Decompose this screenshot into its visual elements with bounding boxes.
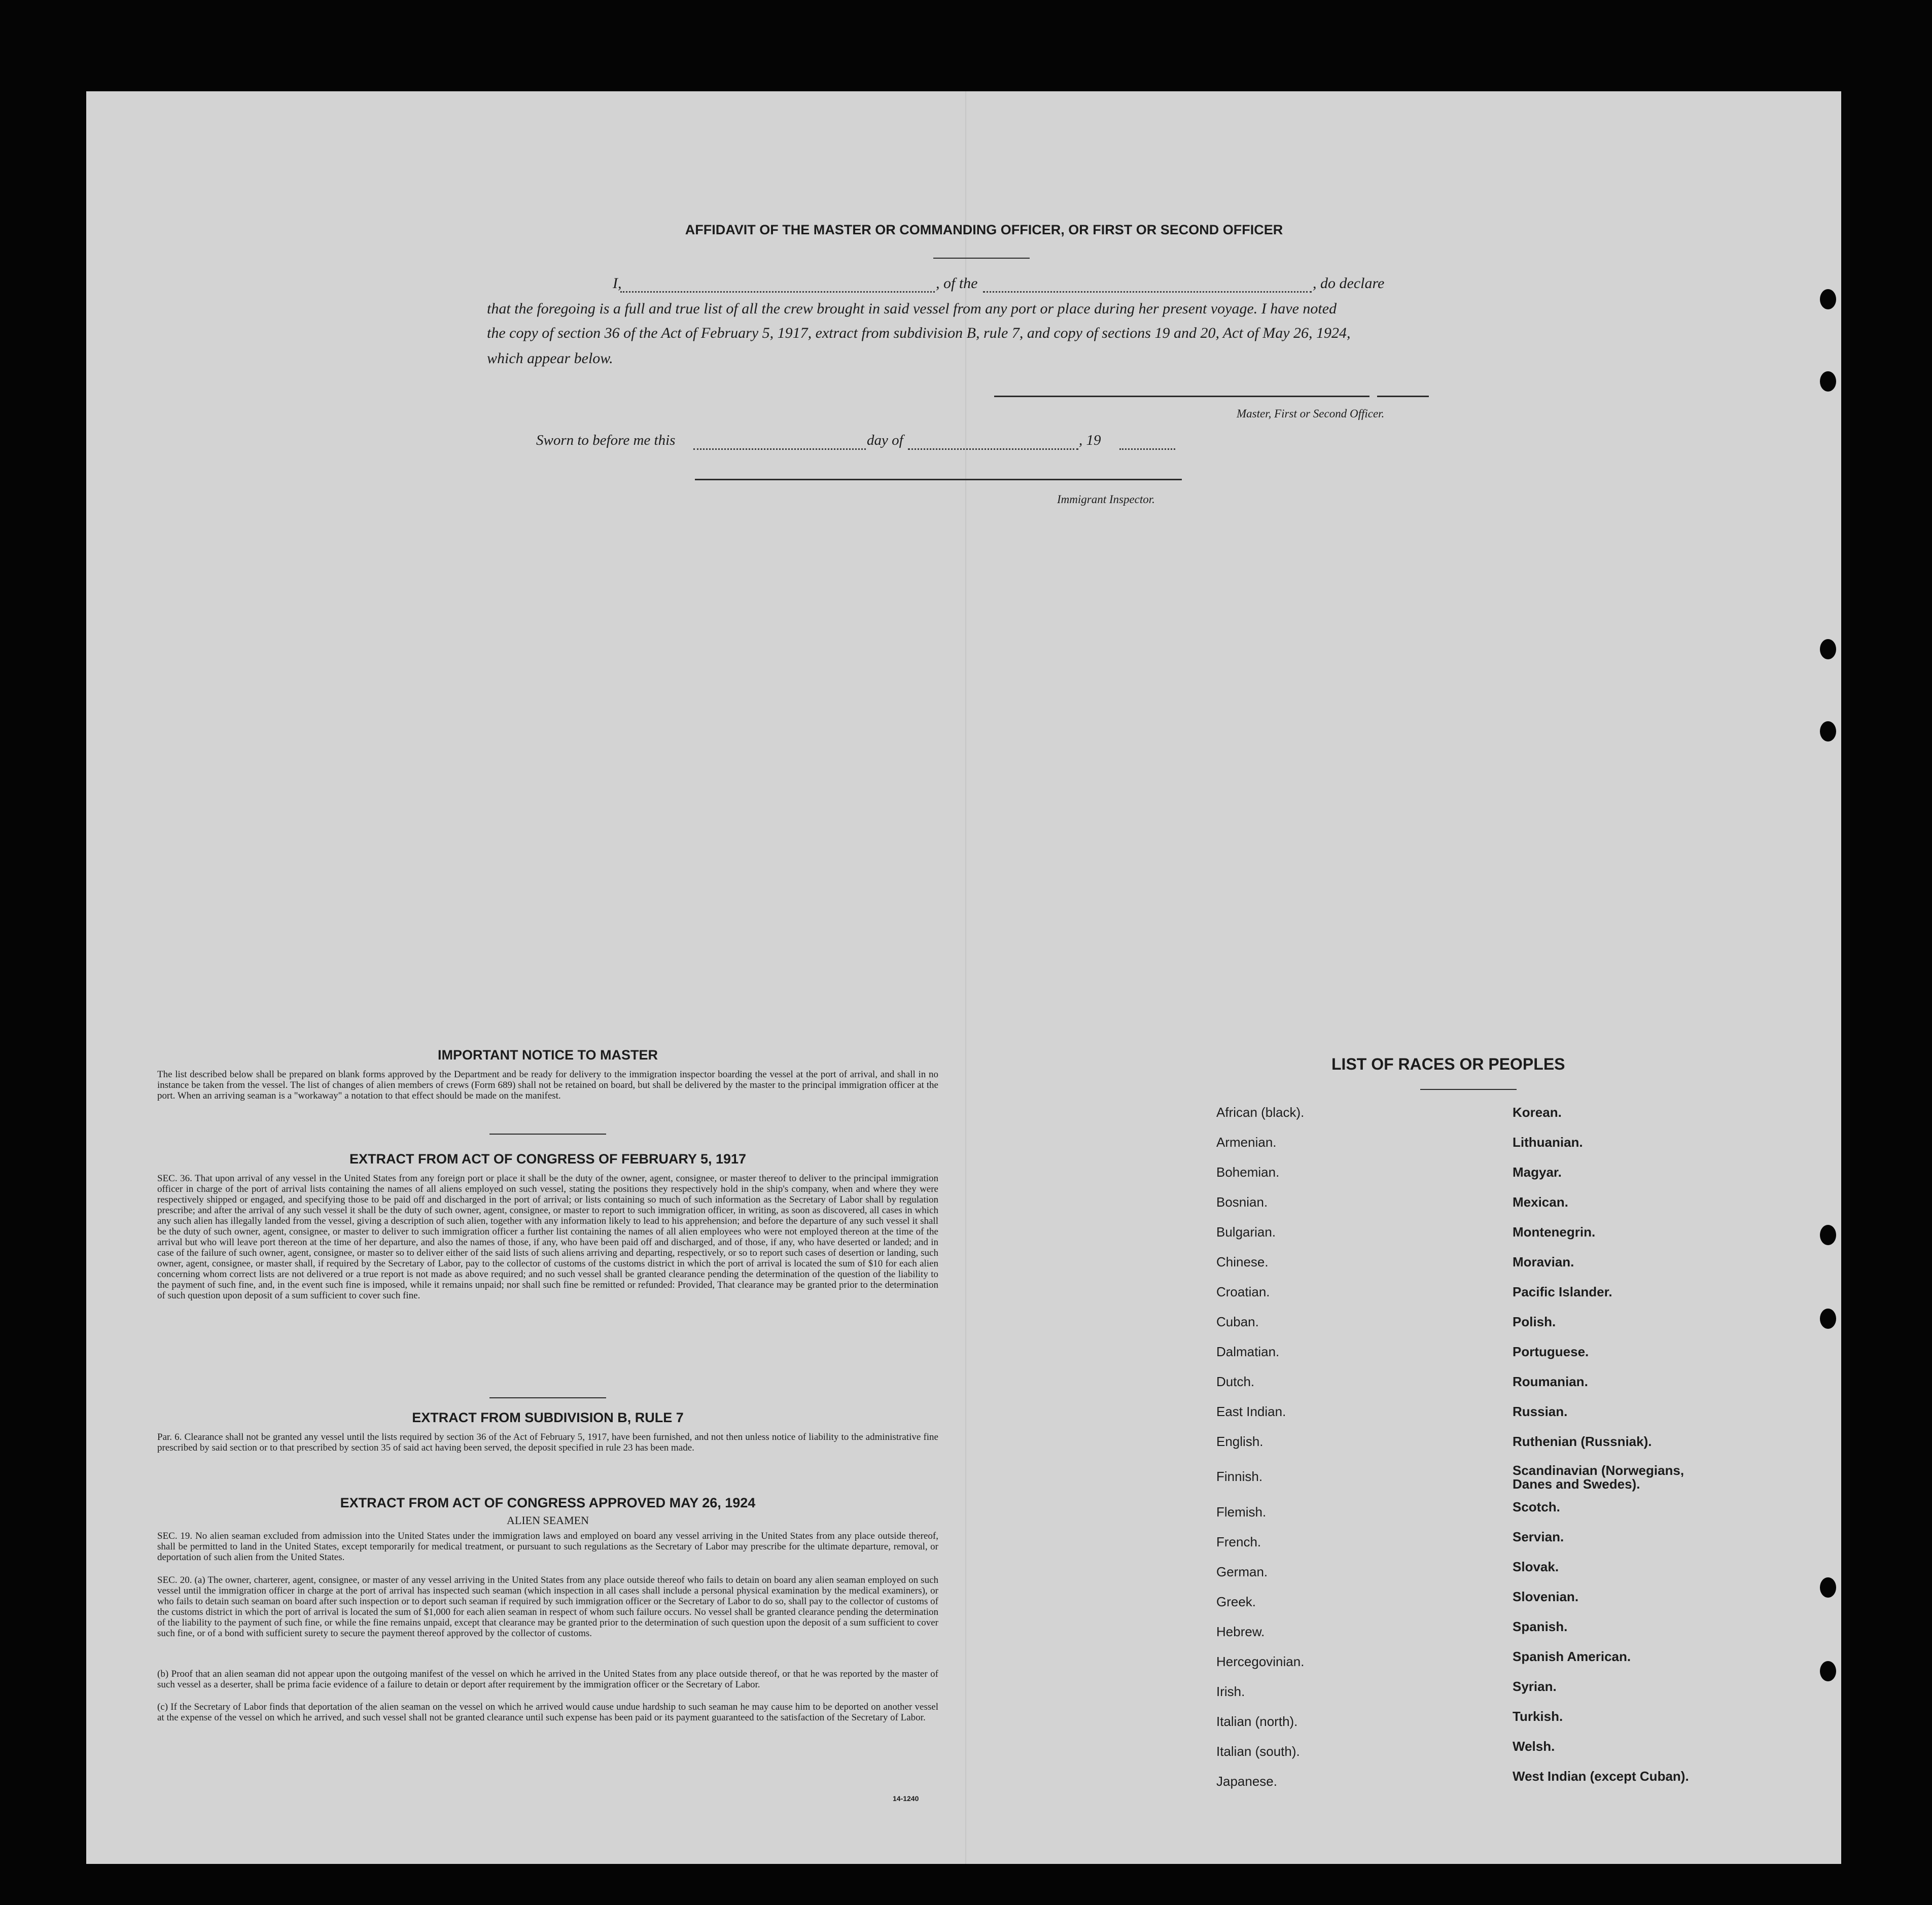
race-item: Magyar. xyxy=(1513,1165,1562,1180)
affidavit-line-1: I, , of the , do declare xyxy=(613,275,1385,292)
race-item: Hebrew. xyxy=(1216,1624,1265,1639)
name-blank[interactable] xyxy=(620,279,935,293)
race-item: Turkish. xyxy=(1513,1709,1563,1724)
punch-hole xyxy=(1820,639,1836,659)
extract-1924-subtitle: ALIEN SEAMEN xyxy=(507,1514,589,1527)
fold-crease xyxy=(965,91,966,1864)
extract-1917-title: EXTRACT FROM ACT OF CONGRESS OF FEBRUARY 5, 1917 xyxy=(349,1151,747,1167)
race-item: Dutch. xyxy=(1216,1374,1255,1389)
race-item: German. xyxy=(1216,1564,1268,1579)
race-item: English. xyxy=(1216,1434,1263,1449)
notice-title: IMPORTANT NOTICE TO MASTER xyxy=(438,1047,658,1063)
race-item: Bosnian. xyxy=(1216,1194,1268,1210)
signature-label: Master, First or Second Officer. xyxy=(1237,407,1385,420)
affidavit-line-3: the copy of section 36 of the Act of February 5, 1917, extract from subdivision B, rule 7, and copy of sections 19 and 20, Act of May 26, 1924, xyxy=(487,325,1351,341)
form-number: 14-1240 xyxy=(893,1794,919,1803)
races-title: LIST OF RACES OR PEOPLES xyxy=(1331,1055,1565,1073)
punch-hole xyxy=(1820,1577,1836,1598)
races-left-column xyxy=(1216,1105,1480,1804)
race-item: Welsh. xyxy=(1513,1739,1555,1754)
race-item: Italian (north). xyxy=(1216,1714,1298,1729)
race-item: Croatian. xyxy=(1216,1284,1270,1299)
race-item: Polish. xyxy=(1513,1314,1556,1329)
sworn-day-blank[interactable] xyxy=(693,436,866,450)
extract-1924-sec19: SEC. 19. No alien seaman excluded from admission into the United States under the immigration laws and employed on board any vessel arriving in the United States from any place outside thereof, shall be permitted to land in the United States, except temporarily for medical treatment, or pursuant to such regulations as the Secretary of Labor may prescribe for the ultimate departure, removal, or deportation of such alien from the United States. xyxy=(157,1531,938,1563)
race-item: Italian (south). xyxy=(1216,1744,1300,1759)
divider xyxy=(933,258,1030,259)
race-item: Roumanian. xyxy=(1513,1374,1588,1389)
race-item: East Indian. xyxy=(1216,1404,1286,1419)
race-item: Spanish American. xyxy=(1513,1649,1631,1664)
extract-1924-sec20a: SEC. 20. (a) The owner, charterer, agent, consignee, or master of any vessel arriving in the United States from any place outside thereof who fails to detain on board any alien seaman employed on such vessel until the immigration officer in charge at the port of arrival has inspected such seaman (which inspection in all cases shall include a personal physical examination by the medical examiners), or who fails to detain such seaman on board after such inspection or to deport such seaman if required by such immigration officer or the Secretary of Labor to do so, shall pay to the collector of customs of the customs district in which the port of arrival is located the sum of $1,000 for each alien seaman in respect of whom such failure occurs. No vessel shall be granted clearance pending the determination of the liability to the payment of such fine, or while the fine remains unpaid, except that clearance may be granted prior to the determination of such question upon the deposit of a sum sufficient to cover such fine, or of a bond with sufficient surety to secure the payment thereof approved by the collector of customs. xyxy=(157,1575,938,1639)
race-item: Bohemian. xyxy=(1216,1165,1280,1180)
race-item: Slovak. xyxy=(1513,1559,1559,1574)
race-item: Bulgarian. xyxy=(1216,1224,1276,1240)
races-right-column xyxy=(1513,1105,1715,1798)
race-item: Pacific Islander. xyxy=(1513,1284,1612,1299)
race-item: Moravian. xyxy=(1513,1254,1574,1269)
race-item: Cuban. xyxy=(1216,1314,1259,1329)
race-item: Servian. xyxy=(1513,1529,1564,1544)
race-item: Greek. xyxy=(1216,1594,1256,1609)
affidavit-title: AFFIDAVIT OF THE MASTER OR COMMANDING OFFICER, OR FIRST OR SECOND OFFICER xyxy=(685,222,1283,237)
race-item: Scotch. xyxy=(1513,1499,1560,1514)
inspector-label: Immigrant Inspector. xyxy=(1057,493,1155,506)
sworn-month-blank[interactable] xyxy=(908,436,1078,450)
affidavit-line-4: which appear below. xyxy=(487,350,613,367)
document-page xyxy=(86,91,1841,1864)
extract-rule7-title: EXTRACT FROM SUBDIVISION B, RULE 7 xyxy=(412,1410,684,1425)
extract-1917-body: SEC. 36. That upon arrival of any vessel in the United States from any foreign port or place it shall be the duty of the owner, agent, consignee, or master thereof to deliver to the principal immigration officer in charge of the port of arrival lists containing the names of all aliens employed on such vessel, stating the positions they respectively hold in the ship's company, when and where they were respectively shipped or engaged, and specifying those to be paid off and discharged in the port of arrival; or lists containing so much of such information as the Secretary of Labor shall by regulation prescribe; and after the arrival of any such vessel it shall be the duty of such owner, agent, consignee, or master to report to such immigration officer, in writing, as soon as discovered, all cases in which any such alien has illegally landed from the vessel, giving a description of such alien, together with any information likely to lead to his apprehension; and before the departure of any such vessel it shall be the duty of such owner, agent, consignee, or master to deliver to such immigration officer a further list containing the names of all alien employees who were not employed thereon at the time of the arrival but who will leave port thereon at the time of her departure, and also the names of those, if any, who have been paid off and discharged, and of those, if any, who have deserted or landed; and in case of the failure of such owner, agent, consignee, or master so to deliver either of the said lists of such aliens arriving and departing, respectively, or so to report such cases of desertion or landing, such owner, agent, consignee, or master shall, if required by the Secretary of Labor, pay to the collector of customs of the customs district in which the port of arrival is located the sum of $10 for each alien concerning whom correct lists are not delivered or a true report is not made as above required; and no such vessel shall be granted clearance pending the determination of the question of the liability to the payment of such fine, and, in the event such fine is imposed, while it remains unpaid; nor shall such fine be remitted or refunded: Provided, That clearance may be granted prior to the determination of such question upon deposit of a sum sufficient to cover such fine. xyxy=(157,1173,938,1301)
notice-body: The list described below shall be prepared on blank forms approved by the Department and be ready for delivery to the immigration inspector boarding the vessel at the port of arrival, and shall in no instance be taken from the vessel. The list of changes of alien members of crews (Form 689) shall not be retained on board, but shall be delivered by the master to the principal immigration officer at the port. When an arriving seaman is a "workaway" a notation to that effect should be made on the manifest. xyxy=(157,1069,938,1101)
race-item: West Indian (except Cuban). xyxy=(1513,1769,1689,1784)
punch-hole xyxy=(1820,289,1836,309)
race-item: French. xyxy=(1216,1534,1261,1549)
race-item: Japanese. xyxy=(1216,1774,1277,1789)
punch-hole xyxy=(1820,371,1836,392)
punch-hole xyxy=(1820,1225,1836,1245)
signature-line[interactable] xyxy=(994,396,1369,397)
race-item: African (black). xyxy=(1216,1105,1305,1120)
race-item: Irish. xyxy=(1216,1684,1245,1699)
race-item: Slovenian. xyxy=(1513,1589,1579,1604)
race-item: Chinese. xyxy=(1216,1254,1269,1269)
divider xyxy=(489,1134,606,1135)
race-item: Mexican. xyxy=(1513,1194,1568,1210)
race-item: Korean. xyxy=(1513,1105,1562,1120)
punch-hole xyxy=(1820,721,1836,742)
extract-1924-sec20b: (b) Proof that an alien seaman did not appear upon the outgoing manifest of the vessel on which he arrived in the United States from any place outside thereof, or that he was reported by the master of such vessel as a deserter, shall be prima facie evidence of a failure to detain or deport after requirement by the immigration officer or the Secretary of Labor. xyxy=(157,1669,938,1690)
divider xyxy=(489,1397,606,1398)
vessel-blank[interactable] xyxy=(983,279,1312,293)
divider xyxy=(1420,1089,1517,1090)
race-item: Spanish. xyxy=(1513,1619,1568,1634)
race-item: Montenegrin. xyxy=(1513,1224,1596,1240)
race-item: Armenian. xyxy=(1216,1135,1277,1150)
punch-hole xyxy=(1820,1661,1836,1681)
sworn-line: Sworn to before me this day of , 19 xyxy=(536,432,1297,452)
inspector-signature-line[interactable] xyxy=(695,479,1182,480)
race-item: Lithuanian. xyxy=(1513,1135,1583,1150)
punch-hole xyxy=(1820,1309,1836,1329)
race-item: Scandinavian (Norwegians, Danes and Swedes). xyxy=(1513,1463,1684,1492)
sworn-year-blank[interactable] xyxy=(1119,436,1175,450)
race-item: Dalmatian. xyxy=(1216,1344,1280,1359)
extract-1924-title: EXTRACT FROM ACT OF CONGRESS APPROVED MAY 26, 1924 xyxy=(340,1495,756,1510)
race-item: Russian. xyxy=(1513,1404,1568,1419)
affidavit-line-2: that the foregoing is a full and true list of all the crew brought in said vessel from any port or place during her present voyage. I have noted xyxy=(487,300,1337,317)
race-item: Hercegovinian. xyxy=(1216,1654,1305,1669)
race-item: Flemish. xyxy=(1216,1504,1267,1520)
race-item: Finnish. xyxy=(1216,1469,1263,1484)
extract-rule7-body: Par. 6. Clearance shall not be granted any vessel until the lists required by section 36 of the Act of February 5, 1917, have been furnished, and not then unless notice of liability to the administrative fine prescribed by said section or to that prescribed by section 35 of said act having been served, the deposit specified in rule 23 has been made. xyxy=(157,1432,938,1453)
race-item: Portuguese. xyxy=(1513,1344,1589,1359)
extract-1924-sec20c: (c) If the Secretary of Labor finds that deportation of the alien seaman on the vessel on which he arrived would cause undue hardship to such seaman he may cause him to be deported on another vessel at the expense of the vessel on which he arrived, and such vessel shall not be granted clearance until such expense has been paid or its payment guaranteed to the satisfaction of the Secretary of Labor. xyxy=(157,1702,938,1723)
race-item: Ruthenian (Russniak). xyxy=(1513,1434,1652,1449)
race-item: Syrian. xyxy=(1513,1679,1557,1694)
signature-line-extension xyxy=(1377,396,1429,397)
